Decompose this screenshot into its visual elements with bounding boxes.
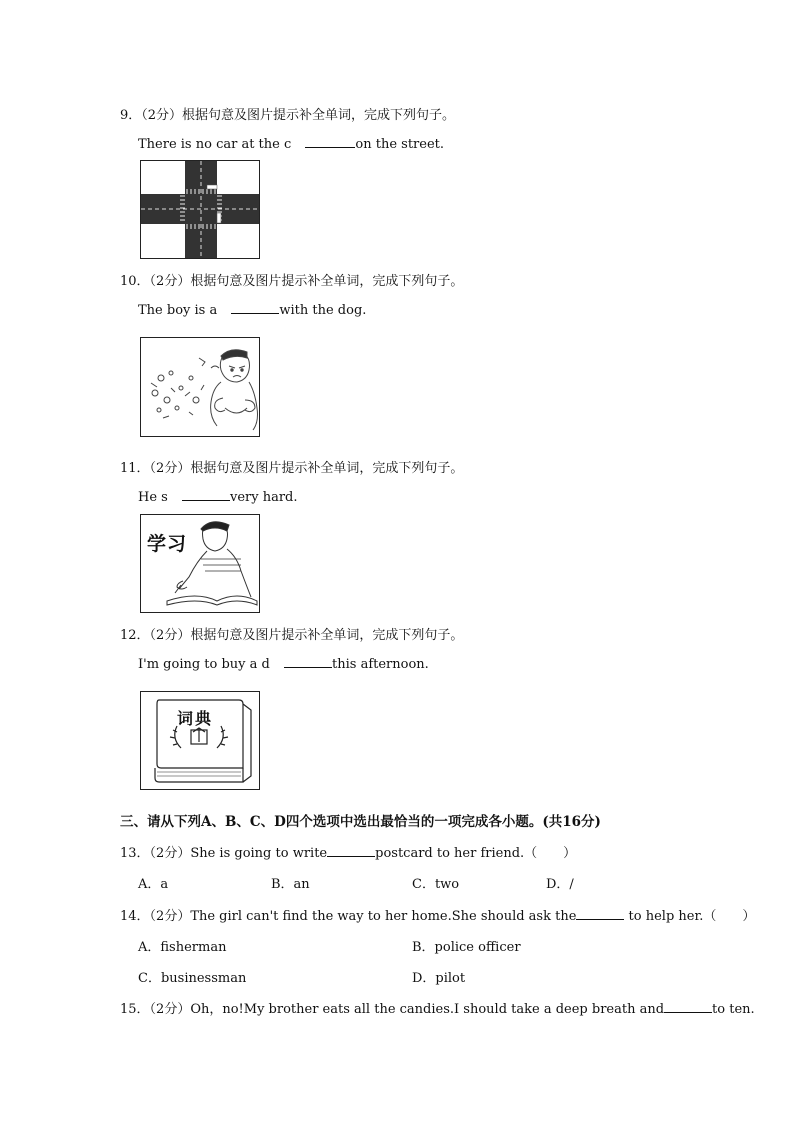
q13-option-d[interactable]: D．/ bbox=[546, 877, 574, 892]
q10-answer-blank[interactable] bbox=[231, 301, 279, 314]
q15-prefix: 15．（2分）Oh，no!My brother eats all the candies.I should take a deep breath and bbox=[120, 1002, 665, 1017]
q14-suffix: to help her.（ ） bbox=[624, 909, 756, 924]
dictionary-label: 词典 bbox=[177, 709, 214, 728]
q15-suffix: to ten. bbox=[712, 1002, 755, 1017]
studying-boy-image bbox=[140, 514, 260, 613]
q14-option-a[interactable]: A．fisherman bbox=[138, 940, 227, 955]
q12-header: 12．（2分）根据句意及图片提示补全单词，完成下列句子。 bbox=[120, 628, 464, 643]
q14-stem bbox=[120, 905, 755, 924]
q9-sentence-start: There is no car at the c bbox=[138, 137, 292, 152]
dictionary-image bbox=[140, 691, 260, 790]
q13-answer-blank[interactable] bbox=[327, 844, 375, 857]
q13-suffix: postcard to her friend.（ ） bbox=[375, 846, 577, 861]
crossroad-image bbox=[140, 160, 260, 259]
q11-sentence-end: very hard. bbox=[229, 490, 298, 505]
q14-answer-blank[interactable] bbox=[576, 907, 624, 920]
angry-boy-image bbox=[140, 337, 260, 437]
q11-answer-blank[interactable] bbox=[182, 488, 230, 501]
q14-option-b[interactable]: B．police officer bbox=[412, 940, 521, 955]
q12-sentence bbox=[138, 655, 429, 672]
q9-sentence-end: on the street. bbox=[355, 137, 445, 152]
q13-option-a[interactable]: A．a bbox=[138, 877, 169, 892]
q13-option-b[interactable]: B．an bbox=[271, 877, 310, 892]
q11-header: 11．（2分）根据句意及图片提示补全单词，完成下列句子。 bbox=[120, 461, 464, 476]
q14-option-d[interactable]: D．pilot bbox=[412, 971, 466, 986]
q13-prefix: 13．（2分）She is going to write bbox=[120, 846, 328, 861]
q9-answer-blank[interactable] bbox=[305, 135, 355, 148]
q10-sentence bbox=[138, 301, 366, 318]
study-label: 学习 bbox=[147, 533, 188, 555]
q10-sentence-end: with the dog. bbox=[279, 303, 367, 318]
q12-sentence-start: I'm going to buy a d bbox=[138, 657, 270, 672]
q14-option-c[interactable]: C．businessman bbox=[138, 971, 247, 986]
q11-sentence bbox=[138, 488, 298, 505]
q12-sentence-end: this afternoon. bbox=[332, 657, 429, 672]
q10-header: 10．（2分）根据句意及图片提示补全单词，完成下列句子。 bbox=[120, 274, 464, 289]
section-3-title: 三、请从下列A、B、C、D四个选项中选出最恰当的一项完成各小题。(共16分) bbox=[120, 814, 601, 830]
q9-sentence bbox=[138, 135, 444, 152]
q11-sentence-start: He s bbox=[138, 490, 168, 505]
q14-prefix: 14．（2分）The girl can't find the way to her home.She should ask the bbox=[120, 909, 577, 924]
q13-option-c[interactable]: C．two bbox=[412, 877, 460, 892]
q9-header: 9．（2分）根据句意及图片提示补全单词，完成下列句子。 bbox=[120, 108, 456, 123]
q10-sentence-start: The boy is a bbox=[138, 303, 218, 318]
q13-stem bbox=[120, 842, 576, 861]
q12-answer-blank[interactable] bbox=[284, 655, 332, 668]
q15-answer-blank[interactable] bbox=[664, 1000, 712, 1013]
q15-stem bbox=[120, 998, 755, 1017]
